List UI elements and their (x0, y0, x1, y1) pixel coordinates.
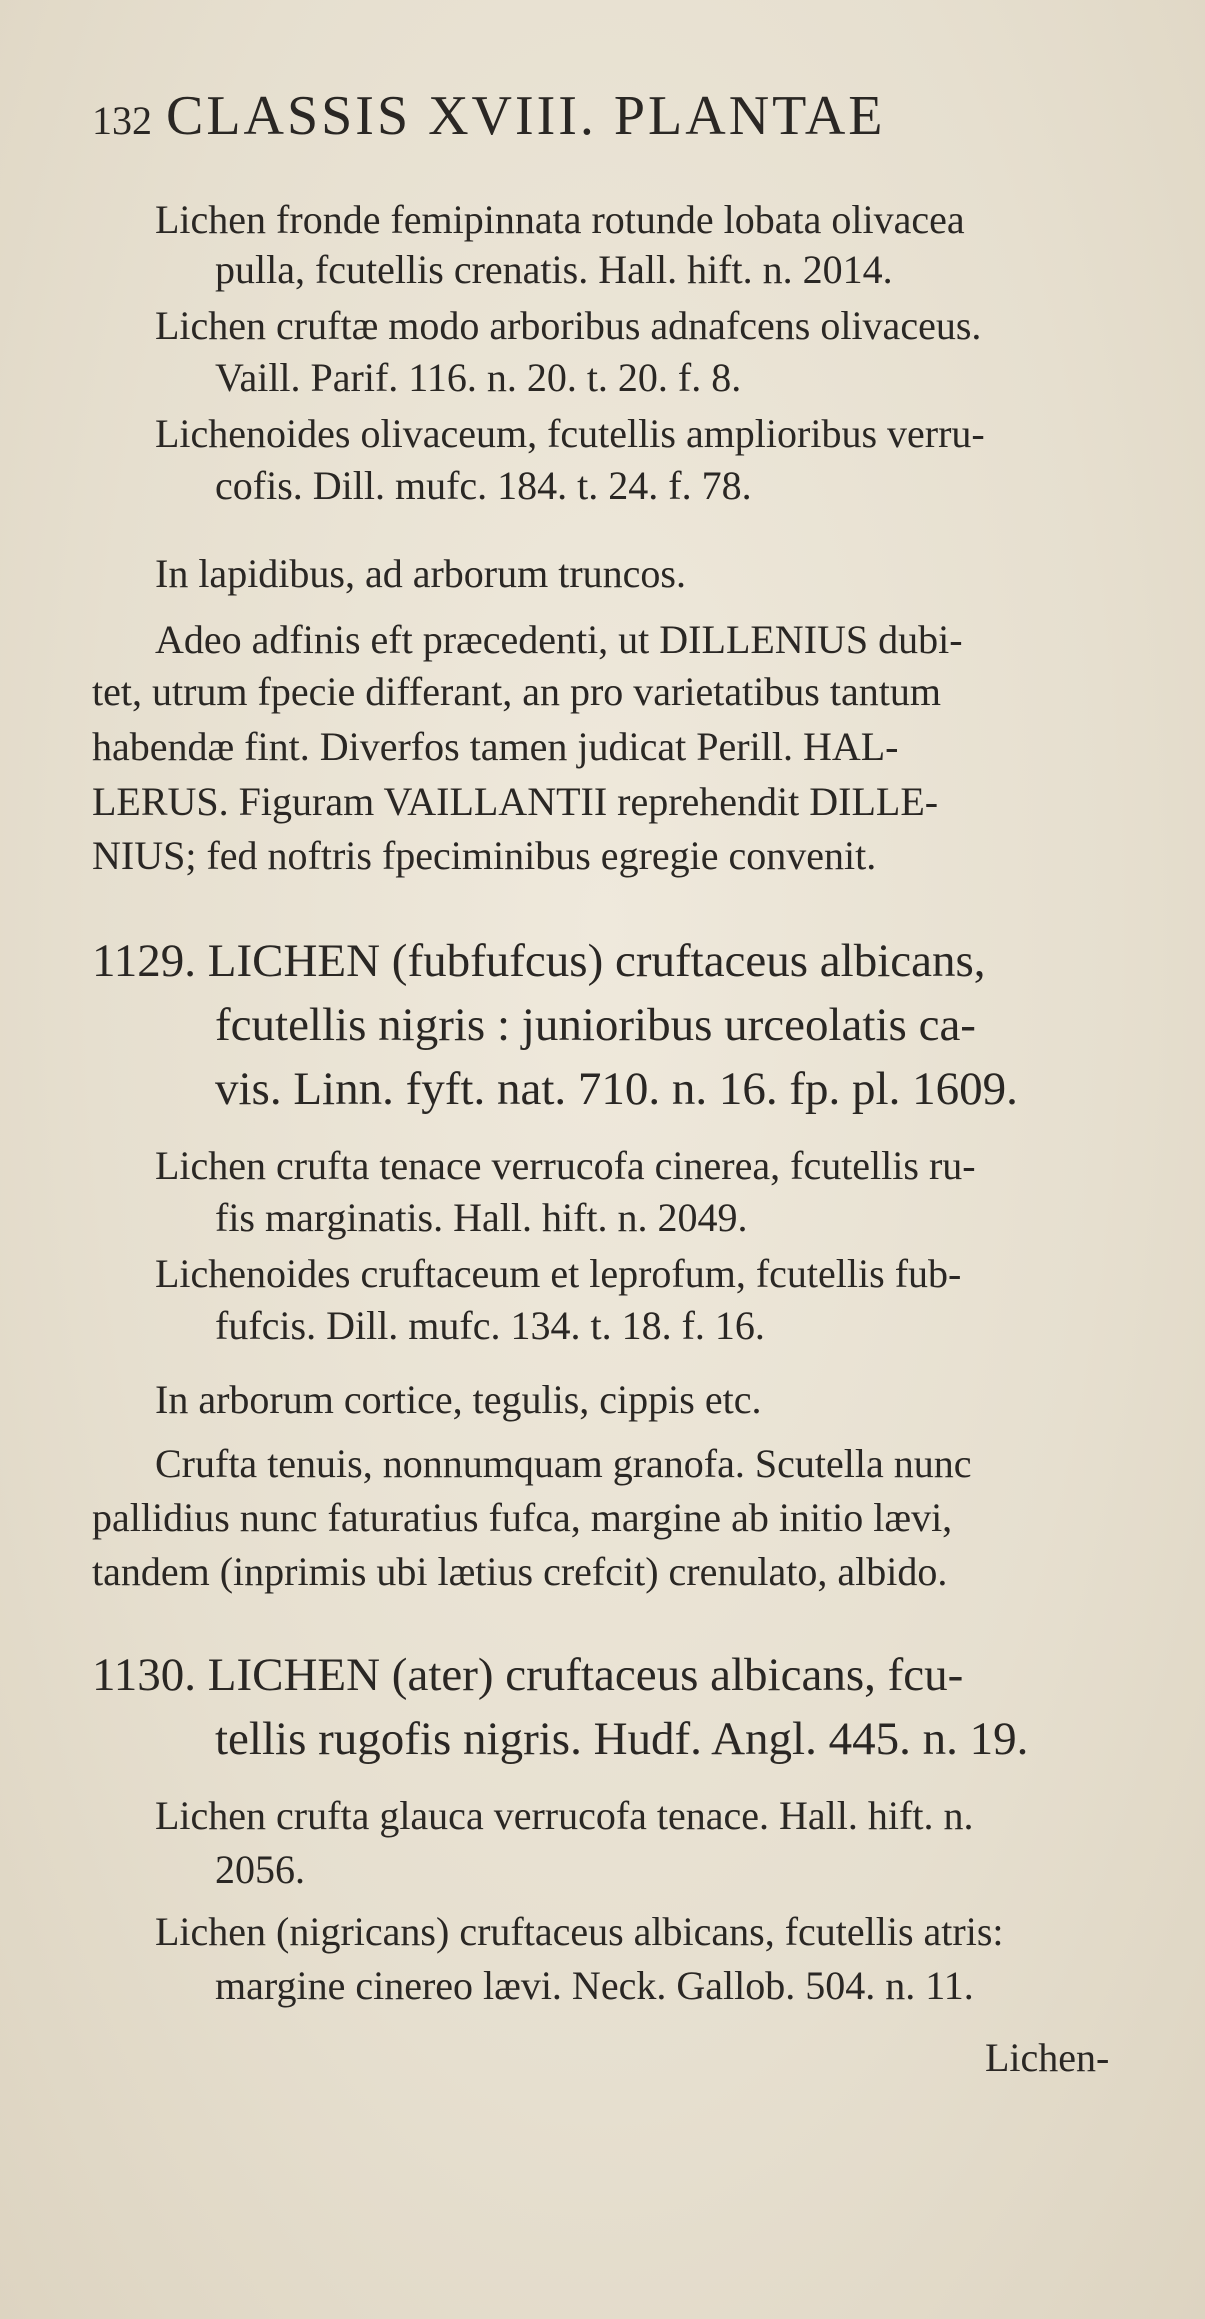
text-line: In arborum cortice, tegulis, cippis etc. (155, 1377, 762, 1422)
text-line: tandem (inprimis ubi lætius crefcit) crenulato, albido. (92, 1549, 948, 1594)
species-heading-line: vis. Linn. fyft. nat. 710. n. 16. fp. pl. 1609. (215, 1063, 1018, 1115)
text-line: cofis. Dill. mufc. 184. t. 24. f. 78. (215, 463, 752, 508)
text-line: In lapidibus, ad arborum truncos. (155, 551, 686, 596)
text-line: Adeo adfinis eft præcedenti, ut DILLENIUS dubi- (155, 617, 963, 662)
page-number: 132 (92, 98, 152, 143)
text-line: LERUS. Figuram VAILLANTII reprehendit DILLE- (92, 779, 939, 824)
species-heading-line: fcutellis nigris : junioribus urceolatis ca- (215, 999, 976, 1051)
text-line: Lichenoides cruftaceum et leprofum, fcutellis fub- (155, 1251, 962, 1296)
text-line: margine cinereo lævi. Neck. Gallob. 504. n. 11. (215, 1963, 974, 2008)
text-line: habendæ fint. Diverfos tamen judicat Perill. HAL- (92, 724, 899, 769)
species-heading-line: 1129. LICHEN (fubfufcus) cruftaceus albicans, (92, 935, 986, 987)
text-line: Lichenoides olivaceum, fcutellis amplioribus verru- (155, 411, 985, 456)
text-line: 2056. (215, 1847, 305, 1892)
text-line: Lichen fronde femipinnata rotunde lobata olivacea (155, 197, 965, 242)
text-line: Lichen crufta glauca verrucofa tenace. Hall. hift. n. (155, 1793, 974, 1838)
text-line: NIUS; fed noftris fpeciminibus egregie convenit. (92, 833, 877, 878)
text-line: pallidius nunc faturatius fufca, margine ab initio lævi, (92, 1495, 953, 1540)
text-line: Lichen crufta tenace verrucofa cinerea, fcutellis ru- (155, 1143, 976, 1188)
page-header (92, 84, 886, 148)
text-line: fufcis. Dill. mufc. 134. t. 18. f. 16. (215, 1303, 765, 1348)
species-heading-line: tellis rugofis nigris. Hudf. Angl. 445. n. 19. (215, 1713, 1029, 1765)
species-heading-line: 1130. LICHEN (ater) cruftaceus albicans, fcu- (92, 1649, 964, 1701)
text-line: pulla, fcutellis crenatis. Hall. hift. n. 2014. (215, 247, 893, 292)
text-line: tet, utrum fpecie differant, an pro varietatibus tantum (92, 669, 941, 714)
page-title: CLASSIS XVIII. PLANTAE (166, 85, 886, 147)
text-line: Vaill. Parif. 116. n. 20. t. 20. f. 8. (215, 355, 742, 400)
text-line: Lichen cruftæ modo arboribus adnafcens olivaceus. (155, 303, 982, 348)
catchword: Lichen- (985, 2035, 1110, 2080)
text-line: Crufta tenuis, nonnumquam granofa. Scutella nunc (155, 1441, 972, 1486)
text-line: fis marginatis. Hall. hift. n. 2049. (215, 1195, 748, 1240)
text-line: Lichen (nigricans) cruftaceus albicans, fcutellis atris: (155, 1909, 1004, 1954)
